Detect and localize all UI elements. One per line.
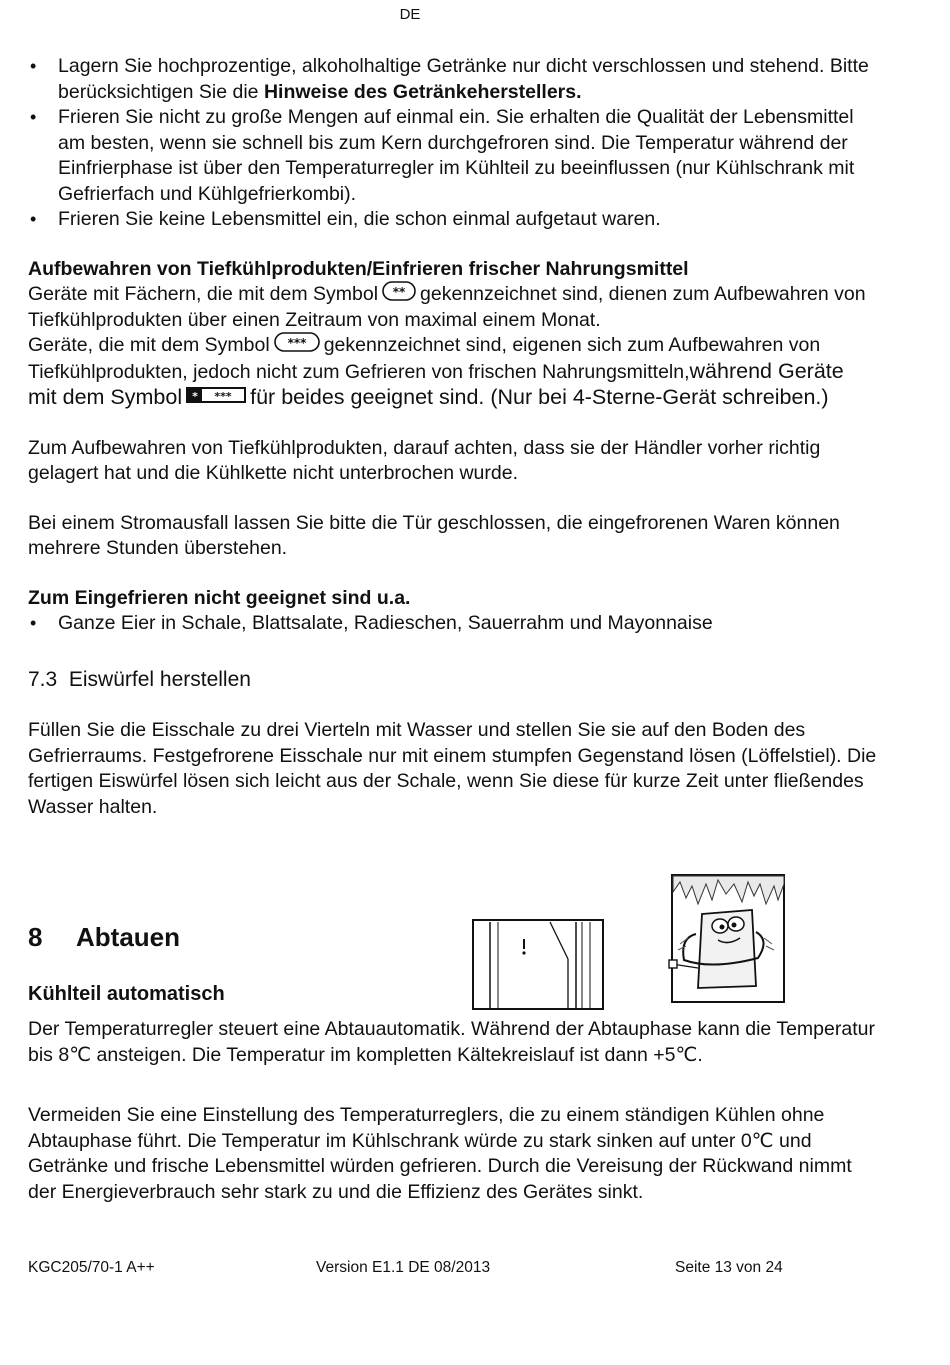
spacer bbox=[28, 562, 878, 586]
list-item bbox=[28, 207, 878, 233]
four-star-symbol-icon bbox=[186, 386, 246, 404]
list-item bbox=[28, 54, 878, 105]
list-item-text: Lagern Sie hochprozentige, alkoholhaltige Getränke nur dicht verschlossen und stehend. Bitte berücksichtigen Sie die bbox=[58, 55, 869, 103]
page-header-lang: DE bbox=[399, 6, 421, 23]
storage-text: für beides geeignet sind. (Nur bei 4-Sterne-Gerät schreiben.) bbox=[250, 385, 829, 409]
section-number: 7.3 bbox=[28, 667, 58, 691]
section-7-3-heading bbox=[28, 667, 878, 693]
defrost-subheading: Kühlteil automatisch bbox=[28, 983, 225, 1005]
section-number: 8 bbox=[28, 922, 43, 952]
unsuitable-list bbox=[28, 611, 878, 637]
list-item bbox=[28, 105, 878, 207]
section-title: Eiswürfel herstellen bbox=[68, 667, 251, 691]
storage-text: gekennzeichnet sind, dienen zum Aufbewahren von Tiefkühlprodukten über einen Zeitraum von maximal einem Monat. bbox=[28, 283, 866, 331]
section-8-heading bbox=[28, 922, 180, 953]
svg-text:***: *** bbox=[214, 389, 232, 403]
list-item bbox=[28, 611, 878, 637]
list-item-text: Frieren Sie nicht zu große Mengen auf einmal ein. Sie erhalten die Qualität der Lebensmittel am besten, wenn sie schnell bis zum Kern durchgefroren sind. Die Temperatur während der Einfrierphase ist über den Temperaturregler im Kühlteil zu beeinflussen (nur Kühlschrank mit Gefrierfach und Kühlgefrierkombi). bbox=[58, 106, 855, 205]
tips-list bbox=[28, 54, 878, 233]
svg-text:*: * bbox=[192, 389, 199, 403]
footer-page-number: Seite 13 von 24 bbox=[675, 1259, 783, 1276]
storage-text: während Geräte mit dem Symbol bbox=[28, 358, 844, 409]
section-7-3-body: Füllen Sie die Eisschale zu drei Vierteln mit Wasser und stellen Sie sie auf den Boden des Gefrierraums. Festgefrorene Eisschale nur mit einem stumpfen Gegenstand lösen (Löffelstiel). Die fertigen Eiswürfel lösen sich leicht aus der Schale, wenn Sie diese für kurze Zeit unter fließendes Wasser halten. bbox=[28, 719, 877, 818]
section-title: Abtauen bbox=[76, 922, 180, 952]
storage-text: Geräte mit Fächern, die mit dem Symbol bbox=[28, 283, 379, 305]
two-star-symbol-icon bbox=[382, 281, 416, 301]
footer-model: KGC205/70-1 A++ bbox=[28, 1259, 155, 1276]
storage-text: Geräte, die mit dem Symbol bbox=[28, 334, 270, 356]
storage-paragraph-3: Zum Aufbewahren von Tiefkühlprodukten, darauf achten, dass sie der Händler vorher richtig gelagert hat und die Kühlkette nicht unterbrochen wurde. bbox=[28, 436, 821, 484]
defrost-paragraph-1: Der Temperaturregler steuert eine Abtauautomatik. Während der Abtauphase kann die Temperatur bis 8℃ ansteigen. Die Temperatur im kompletten Kältekreislauf ist dann +5℃. bbox=[28, 1018, 875, 1066]
storage-heading: Aufbewahren von Tiefkühlprodukten/Einfrieren frischer Nahrungsmittel bbox=[28, 257, 689, 280]
storage-text: gekennzeichnet sind, eigenen sich zum Aufbewahren von Tiefkühlprodukten, jedoch nicht zum Gefrieren von frischen Nahrungsmitteln, bbox=[28, 334, 821, 383]
spacer bbox=[28, 692, 878, 718]
list-item-emphasis: Hinweise des Getränkeherstellers. bbox=[263, 80, 582, 103]
storage-paragraph-4: Bei einem Stromausfall lassen Sie bitte die Tür geschlossen, die eingefrorenen Waren können mehrere Stunden überstehen. bbox=[28, 511, 840, 559]
spacer bbox=[28, 412, 878, 436]
three-star-symbol-icon bbox=[274, 332, 320, 352]
footer-version: Version E1.1 DE 08/2013 bbox=[316, 1259, 491, 1276]
svg-text:**: ** bbox=[392, 284, 406, 299]
main-content bbox=[28, 54, 878, 820]
list-item-text: Ganze Eier in Schale, Blattsalate, Radieschen, Sauerrahm und Mayonnaise bbox=[58, 612, 713, 634]
spacer bbox=[28, 233, 878, 257]
unsuitable-heading: Zum Eingefrieren nicht geeignet sind u.a. bbox=[28, 586, 411, 609]
storage-paragraph-2 bbox=[28, 333, 878, 412]
spacer bbox=[28, 487, 878, 511]
svg-text:***: *** bbox=[287, 335, 307, 350]
defrost-paragraph-2: Vermeiden Sie eine Einstellung des Temperaturreglers, die zu einem ständigen Kühlen ohne Abtauphase führt. Die Temperatur im Kühlschrank würde zu stark sinken auf unter 0℃ und Getränke und frische Lebensmittel würden gefrieren. Durch die Vereisung der Rückwand nimmt der Energieverbrauch sehr stark zu und die Effizienz des Gerätes sinkt. bbox=[28, 1104, 852, 1203]
storage-paragraph-1 bbox=[28, 282, 878, 333]
fridge-interior-illustration bbox=[472, 919, 604, 1010]
list-item-text: Frieren Sie keine Lebensmittel ein, die schon einmal aufgetaut waren. bbox=[58, 208, 661, 230]
freezing-character-illustration bbox=[668, 874, 786, 1004]
